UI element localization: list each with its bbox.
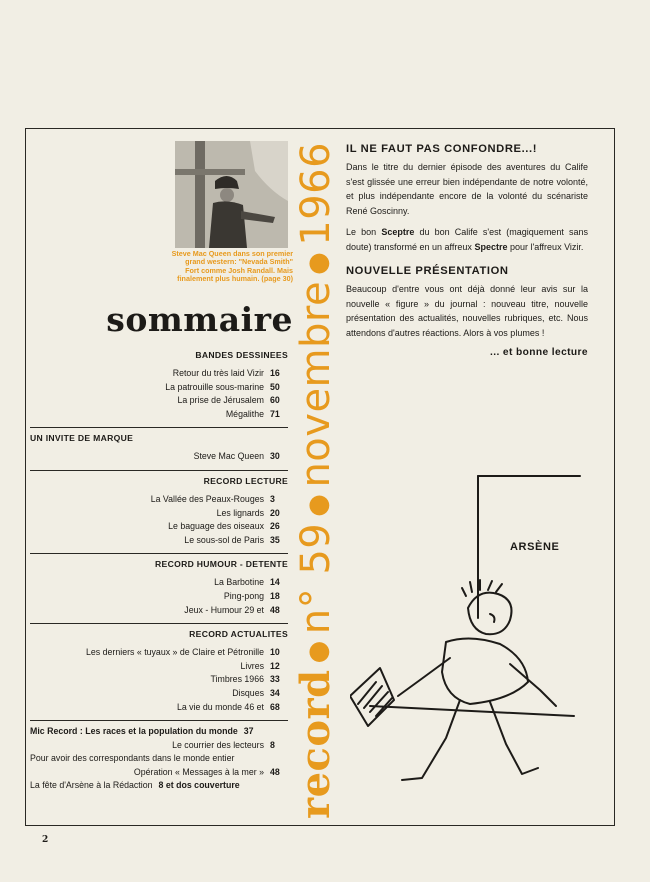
- heading-confondre: IL NE FAUT PAS CONFONDRE...!: [346, 143, 538, 155]
- toc-item: [30, 646, 288, 660]
- section-divider: [30, 470, 288, 471]
- toc-item-title: La Barbotine: [214, 577, 264, 588]
- toc-item-page: 37: [243, 726, 254, 737]
- bullet-icon: ●: [303, 640, 333, 664]
- section-divider: [30, 623, 288, 624]
- toc-item-page: 18: [270, 590, 280, 601]
- toc-item-page: 68: [270, 701, 280, 712]
- toc-item-page: 71: [270, 408, 280, 419]
- toc-item-page: 48: [270, 604, 280, 615]
- issue-year: 1966: [293, 141, 339, 246]
- toc-item: [30, 507, 288, 521]
- toc-item-page: 12: [270, 660, 280, 671]
- page-number: 2: [42, 835, 49, 845]
- table-of-contents: [30, 349, 288, 793]
- heading-presentation: NOUVELLE PRÉSENTATION: [346, 265, 509, 277]
- text-fragment: pour l'affreux Vizir.: [509, 241, 584, 252]
- text-fragment: Spectre: [474, 241, 508, 252]
- issue-month: novembre: [293, 280, 339, 488]
- toc-item-title: Jeux - Humour 29 et: [184, 604, 264, 615]
- toc-item-title: Ping-pong: [223, 590, 264, 601]
- toc-item-title: Livres: [240, 660, 264, 671]
- toc-item-title: Le courrier des lecteurs: [172, 739, 264, 750]
- toc-item-title: La Vallée des Peaux-Rouges: [150, 493, 264, 504]
- toc-item-page: 35: [270, 534, 280, 545]
- bullet-icon: ●: [303, 251, 333, 275]
- section-heading-invite: UN INVITE DE MARQUE: [30, 433, 134, 444]
- toc-item-page: 8 et dos couverture: [158, 780, 240, 791]
- toc-item-title: Le baguage des oiseaux: [168, 521, 264, 532]
- section-divider: [30, 720, 288, 721]
- toc-item-title: Steve Mac Queen: [193, 451, 264, 462]
- toc-item-page: 48: [270, 766, 280, 777]
- vertical-issue-title: [293, 119, 339, 819]
- toc-item-title: Opération « Messages à la mer »: [133, 766, 264, 777]
- toc-item-page: 34: [270, 687, 280, 698]
- toc-item: [30, 394, 288, 408]
- sign-off: ... et bonne lecture: [489, 347, 588, 358]
- toc-item: [30, 766, 288, 780]
- toc-item-title: Mégalithe: [225, 408, 264, 419]
- arsene-cartoon-illustration: [350, 468, 590, 808]
- toc-item-page: 50: [270, 381, 280, 392]
- toc-item: [30, 660, 288, 674]
- section-heading-lecture: RECORD LECTURE: [203, 475, 288, 486]
- toc-item: [30, 604, 288, 618]
- toc-item-title: La prise de Jérusalem: [177, 395, 264, 406]
- toc-item: [30, 701, 288, 715]
- bullet-icon: ●: [303, 493, 333, 517]
- magazine-name: record: [292, 669, 339, 819]
- paragraph-erreur: Dans le titre du dernier épisode des aventures du Calife s'est glissée une erreur bien indépendante de notre volonté, et plus indépendante encore de la volonté du scénariste René Goscinny.: [346, 162, 588, 216]
- text-fragment: Sceptre: [381, 227, 415, 237]
- paragraph-sceptre: [346, 225, 588, 254]
- toc-item-title: Les derniers « tuyaux » de Claire et Pétronille: [86, 647, 264, 658]
- toc-item: [30, 779, 288, 793]
- steve-mcqueen-photo: [175, 141, 288, 248]
- text-fragment: du bon Calife s'est (magiquement sans doute) transformé en un affreux: [346, 227, 588, 252]
- toc-item-page: 20: [270, 507, 280, 518]
- toc-item: [30, 739, 288, 753]
- toc-item-title: Mic Record : Les races et la population du monde: [30, 726, 238, 737]
- paragraph-presentation: Beaucoup d'entre vous ont déjà donné leur avis sur la nouvelle « figure » du journal : nouveau titre, nouvelle présentation des actualités, nouvelles rubriques, etc. Nous attendons d'autres réactions. Alors à vos plumes !: [346, 284, 588, 338]
- section-heading-humour: RECORD HUMOUR - DETENTE: [155, 559, 288, 570]
- toc-item-title: Disques: [232, 687, 264, 698]
- cartoon-label: ARSÈNE: [510, 541, 560, 553]
- toc-item: [30, 534, 288, 548]
- section-heading-bandes-dessinees: BANDES DESSINEES: [195, 350, 288, 360]
- toc-item-title: La fête d'Arsène à la Rédaction: [30, 780, 153, 791]
- toc-item-page: 30: [270, 451, 280, 462]
- text-fragment: Le bon: [346, 227, 377, 237]
- toc-item: [30, 408, 288, 422]
- toc-item-page: 3: [270, 493, 275, 504]
- toc-item-title: Les lignards: [216, 507, 264, 518]
- toc-item-page: 14: [270, 577, 280, 588]
- toc-item-page: 8: [270, 739, 275, 750]
- toc-item-page: 10: [270, 647, 280, 658]
- toc-item: [30, 590, 288, 604]
- section-heading-actualites: RECORD ACTUALITES: [189, 629, 288, 640]
- toc-item-title: Pour avoir des correspondants dans le monde entier: [30, 753, 235, 764]
- toc-item-page: 60: [270, 395, 280, 406]
- toc-item: [30, 673, 288, 687]
- toc-item-title: La vie du monde 46 et: [176, 701, 264, 712]
- toc-item: [30, 450, 288, 464]
- editorial-column: [346, 142, 588, 358]
- toc-item: [30, 725, 288, 739]
- toc-item: [30, 520, 288, 534]
- toc-item: [30, 687, 288, 701]
- issue-number: n° 59: [293, 522, 339, 635]
- toc-item-title: Timbres 1966: [210, 674, 264, 685]
- page-title: sommaire: [106, 300, 293, 339]
- toc-item-title: Retour du très laid Vizir: [172, 368, 264, 378]
- photo-caption: Steve Mac Queen dans son premier grand western: "Nevada Smith" Fort comme Josh Randall. Mais finalement plus humain. (page 30): [171, 249, 293, 283]
- toc-item: [30, 576, 288, 590]
- section-divider: [30, 553, 288, 554]
- toc-item: [30, 493, 288, 507]
- section-divider: [30, 427, 288, 428]
- toc-item: [30, 752, 288, 766]
- toc-item: [30, 381, 288, 395]
- toc-item-page: 16: [270, 368, 280, 378]
- toc-item-title: La patrouille sous-marine: [165, 381, 264, 392]
- toc-item-page: 33: [270, 674, 280, 685]
- toc-item-title: Le sous-sol de Paris: [184, 534, 264, 545]
- toc-item: [30, 367, 288, 381]
- toc-item-page: 26: [270, 521, 280, 532]
